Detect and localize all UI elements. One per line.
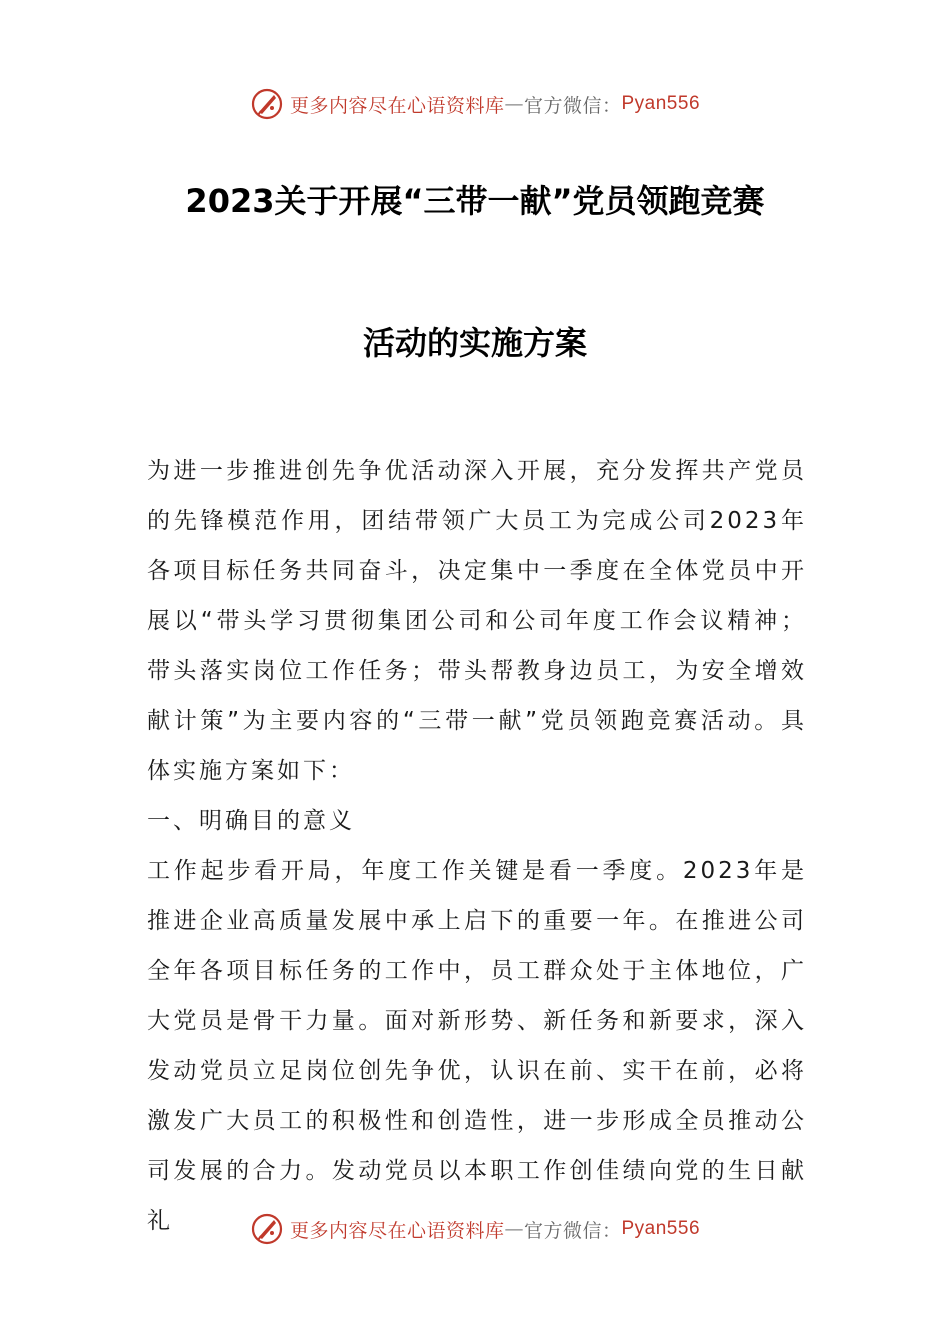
watermark-wechat-label: 官方微信： bbox=[523, 1219, 622, 1242]
header-watermark bbox=[0, 84, 950, 124]
section-1-paragraph: 工作起步看开局，年度工作关键是看一季度。2023年是推进企业高质量发展中承上启下的重要一年。在推进公司全年各项目标任务的工作中，员工群众处于主体地位，广大党员是骨干力量。面对新形势、新任务和新要求，深入发动党员立足岗位创先争优，认识在前、实干在前，必将激发广大员工的积极性和创造性，进一步形成全员推动公司发展的合力。发动党员以本职工作创佳绩向党的生日献礼 bbox=[147, 858, 807, 1234]
quill-pen-logo-icon bbox=[250, 87, 284, 121]
watermark-wechat-label: 官方微信： bbox=[523, 94, 622, 117]
document-title-line-2: 活动的实施方案 bbox=[362, 324, 587, 362]
watermark-wechat-id: Pyan556 bbox=[621, 93, 701, 114]
quill-pen-logo-icon bbox=[250, 1212, 284, 1246]
watermark-dash: — bbox=[504, 1218, 524, 1240]
watermark-site-text: 更多内容尽在心语资料库 bbox=[289, 94, 505, 117]
watermark-wechat-id: Pyan556 bbox=[621, 1218, 701, 1239]
watermark-dash: — bbox=[504, 93, 524, 115]
intro-paragraph: 为进一步推进创先争优活动深入开展，充分发挥共产党员的先锋模范作用，团结带领广大员工为完成公司2023年各项目标任务共同奋斗，决定集中一季度在全体党员中开展以“带头学习贯彻集团公司和公司年度工作会议精神；带头落实岗位工作任务；带头帮教身边员工，为安全增效献计策”为主要内容的“三带一献”党员领跑竞赛活动。具体实施方案如下： bbox=[147, 458, 807, 784]
document-title-line-1: 2023关于开展“三带一献”党员领跑竞赛 bbox=[185, 182, 765, 220]
footer-watermark bbox=[0, 1209, 950, 1249]
document-body bbox=[147, 446, 807, 1246]
section-1-heading: 一、明确目的意义 bbox=[147, 808, 355, 834]
watermark-site-text: 更多内容尽在心语资料库 bbox=[289, 1219, 505, 1242]
